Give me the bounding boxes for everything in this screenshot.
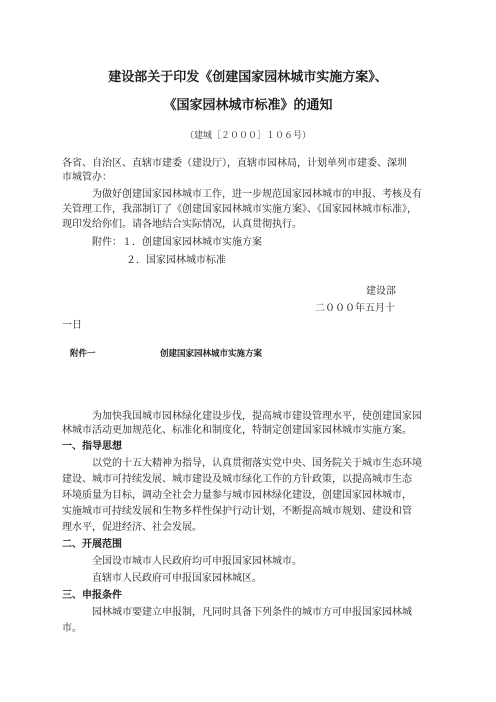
annex-label: 附件一 [70, 349, 96, 359]
document-number: （建城［２０００］１０６号） [184, 131, 311, 141]
section-2-line-2: 直辖市人民政府可申报国家园林城区。 [92, 573, 262, 584]
addressee-line-1: 各省、自治区、直辖市建委（建设厅），直辖市园林局，计划单列市建委、深圳 [62, 158, 407, 169]
annex-intro-line-2: 林城市活动更加规范化、标准化和制度化，特制定创建国家园林城市实施方案。 [62, 425, 412, 436]
section-2-line-1: 全国设市城市人民政府均可申报国家园林城市。 [92, 556, 302, 567]
section-1-line-2: 建设、城市可持续发展、城市建设及城市绿化工作的方针政策，以提高城市生态 [62, 474, 412, 485]
annex-intro-line-1: 为加快我国城市园林绿化建设步伐，提高城市建设管理水平，使创建国家园 [92, 411, 422, 422]
date-part-1: 二０００年五月十 [315, 303, 395, 314]
attachment-2: ２．国家园林城市标准 [126, 255, 226, 266]
section-1-line-1: 以党的十五大精神为指导，认真贯彻落实党中央、国务院关于城市生态环境 [92, 458, 422, 469]
section-2-heading: 二、开展范围 [62, 539, 122, 550]
section-1-heading: 一、指导思想 [62, 441, 122, 452]
addressee-line-2: 市城管办： [62, 172, 112, 183]
section-1-line-5: 理水平，促进经济、社会发展。 [62, 522, 202, 533]
intro-line-2: 关管理工作，我部制订了《创建国家园林城市实施方案》、《国家园林城市标准》， [62, 204, 417, 215]
section-1-line-3: 环境质量为目标，调动全社会力量参与城市园林绿化建设，创建国家园林城市， [62, 490, 412, 501]
section-1-line-4: 实施城市可持续发展和生物多样性保护行动计划，不断提高城市规划、建设和管 [62, 506, 412, 517]
title-line-1: 建设部关于印发《创建国家园林城市实施方案》、 [108, 70, 388, 85]
title-line-2: 《国家园林城市标准》的通知 [163, 98, 333, 113]
intro-line-1: 为做好创建国家园林城市工作，进一步规范国家园林城市的申报、考核及有 [92, 189, 422, 200]
annex-title: 创建国家园林城市实施方案 [160, 349, 263, 359]
section-3-heading: 三、申报条件 [62, 590, 122, 601]
section-3-line-1: 园林城市要建立申报制，凡同时具备下列条件的城市方可申报国家园林城 [92, 607, 412, 618]
issuer: 建设部 [366, 286, 396, 297]
intro-line-3: 现印发给你们。请各地结合实际情况，认真贯彻执行。 [62, 219, 302, 230]
attachment-1: 附件：１．创建国家园林城市实施方案 [92, 237, 262, 248]
section-3-line-2: 市。 [62, 623, 82, 634]
date-part-2: 一日 [62, 320, 82, 331]
